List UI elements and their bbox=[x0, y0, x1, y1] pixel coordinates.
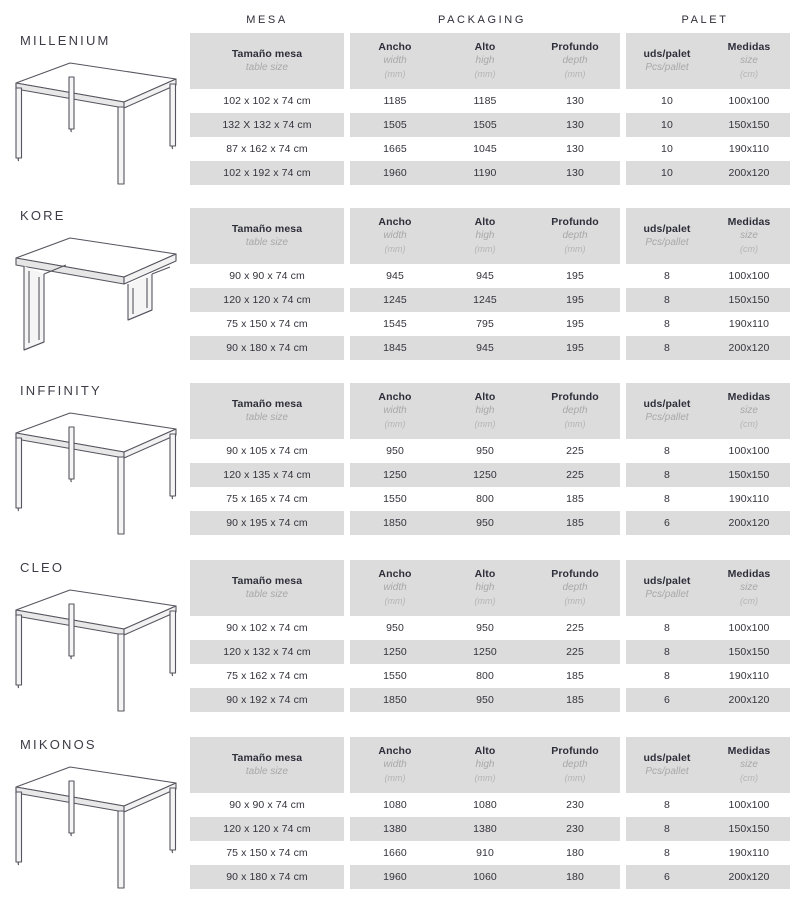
col-header-label-en: table size bbox=[245, 237, 289, 248]
table-row bbox=[190, 487, 790, 511]
col-header-unit: (mm) bbox=[474, 773, 496, 783]
cell-packaging-depth: 195 bbox=[530, 312, 620, 336]
col-header-label-en: high bbox=[475, 55, 495, 66]
cell-packaging-width: 1550 bbox=[350, 487, 440, 511]
table-loop-legs-icon bbox=[8, 230, 183, 360]
col-header-units-per-pallet bbox=[626, 383, 708, 439]
col-header-label-en: high bbox=[475, 759, 495, 770]
col-header-label-es: Alto bbox=[474, 568, 496, 580]
spec-header-row bbox=[190, 383, 790, 439]
cell-units-per-pallet: 8 bbox=[626, 640, 708, 664]
cell-units-per-pallet: 8 bbox=[626, 439, 708, 463]
col-header-label-es: Alto bbox=[474, 391, 496, 403]
cell-packaging-width: 1545 bbox=[350, 312, 440, 336]
group-label-palet: PALET bbox=[681, 14, 729, 26]
table-row bbox=[190, 336, 790, 360]
cell-units-per-pallet: 8 bbox=[626, 312, 708, 336]
table-row bbox=[190, 841, 790, 865]
col-header-units-per-pallet bbox=[626, 560, 708, 616]
col-header-packaging-high bbox=[440, 208, 530, 264]
col-header-label-en: size bbox=[740, 405, 758, 416]
cell-pallet-measures: 100x100 bbox=[708, 89, 790, 113]
col-header-unit: (mm) bbox=[564, 69, 586, 79]
cell-packaging-high: 1060 bbox=[440, 865, 530, 889]
col-header-label-en: high bbox=[475, 405, 495, 416]
col-header-unit: (cm) bbox=[740, 419, 758, 429]
cell-pallet-measures: 100x100 bbox=[708, 264, 790, 288]
cell-packaging-width: 1660 bbox=[350, 841, 440, 865]
cell-units-per-pallet: 10 bbox=[626, 89, 708, 113]
col-header-label-en: high bbox=[475, 230, 495, 241]
cell-units-per-pallet: 8 bbox=[626, 793, 708, 817]
cell-table-size: 102 x 192 x 74 cm bbox=[190, 161, 344, 185]
col-header-packaging-depth bbox=[530, 737, 620, 793]
col-header-label-es: Alto bbox=[474, 745, 496, 757]
col-header-unit: (mm) bbox=[384, 419, 406, 429]
cell-packaging-width: 1505 bbox=[350, 113, 440, 137]
spec-header-row bbox=[190, 560, 790, 616]
col-header-packaging-width bbox=[350, 383, 440, 439]
cell-pallet-measures: 200x120 bbox=[708, 336, 790, 360]
col-header-label-es: Profundo bbox=[551, 41, 599, 53]
table-row bbox=[190, 616, 790, 640]
col-header-units-per-pallet bbox=[626, 33, 708, 89]
col-header-units-per-pallet bbox=[626, 737, 708, 793]
cell-units-per-pallet: 8 bbox=[626, 841, 708, 865]
cell-units-per-pallet: 6 bbox=[626, 865, 708, 889]
col-header-unit: (cm) bbox=[740, 773, 758, 783]
cell-packaging-high: 1245 bbox=[440, 288, 530, 312]
table-row bbox=[190, 439, 790, 463]
cell-packaging-high: 1080 bbox=[440, 793, 530, 817]
col-header-label-es: uds/palet bbox=[643, 575, 691, 587]
table-row bbox=[190, 793, 790, 817]
col-header-unit: (mm) bbox=[474, 596, 496, 606]
col-header-label-es: Ancho bbox=[378, 745, 412, 757]
table-row bbox=[190, 161, 790, 185]
cell-packaging-high: 800 bbox=[440, 664, 530, 688]
cell-table-size: 120 x 135 x 74 cm bbox=[190, 463, 344, 487]
product-name: MILLENIUM bbox=[20, 33, 111, 48]
col-header-label-en: size bbox=[740, 55, 758, 66]
cell-table-size: 132 X 132 x 74 cm bbox=[190, 113, 344, 137]
cell-packaging-high: 795 bbox=[440, 312, 530, 336]
col-header-unit: (mm) bbox=[384, 69, 406, 79]
spec-table bbox=[190, 33, 790, 185]
cell-packaging-high: 950 bbox=[440, 688, 530, 712]
cell-table-size: 90 x 192 x 74 cm bbox=[190, 688, 344, 712]
col-header-label-en: width bbox=[383, 582, 407, 593]
spec-header-row bbox=[190, 737, 790, 793]
cell-packaging-width: 1665 bbox=[350, 137, 440, 161]
cell-units-per-pallet: 6 bbox=[626, 688, 708, 712]
cell-table-size: 75 x 150 x 74 cm bbox=[190, 841, 344, 865]
cell-units-per-pallet: 8 bbox=[626, 487, 708, 511]
cell-pallet-measures: 190x110 bbox=[708, 664, 790, 688]
table-row bbox=[190, 89, 790, 113]
table-row bbox=[190, 664, 790, 688]
product-illustration bbox=[8, 582, 183, 712]
cell-pallet-measures: 150x150 bbox=[708, 288, 790, 312]
cell-pallet-measures: 100x100 bbox=[708, 616, 790, 640]
cell-packaging-depth: 180 bbox=[530, 865, 620, 889]
product-name: MIKONOS bbox=[20, 737, 97, 752]
cell-table-size: 90 x 105 x 74 cm bbox=[190, 439, 344, 463]
col-header-table-size bbox=[190, 208, 344, 264]
col-header-label-es: Tamaño mesa bbox=[231, 48, 303, 60]
col-header-packaging-width bbox=[350, 737, 440, 793]
col-header-packaging-high bbox=[440, 737, 530, 793]
cell-units-per-pallet: 8 bbox=[626, 616, 708, 640]
cell-units-per-pallet: 8 bbox=[626, 264, 708, 288]
table-four-legs-icon bbox=[8, 759, 183, 889]
cell-pallet-measures: 200x120 bbox=[708, 865, 790, 889]
table-row bbox=[190, 817, 790, 841]
col-header-unit: (mm) bbox=[474, 419, 496, 429]
col-header-label-es: Medidas bbox=[727, 391, 771, 403]
col-header-label-en: Pcs/pallet bbox=[645, 766, 689, 777]
col-header-unit: (mm) bbox=[564, 244, 586, 254]
cell-packaging-high: 950 bbox=[440, 511, 530, 535]
product-name: CLEO bbox=[20, 560, 65, 575]
cell-packaging-depth: 130 bbox=[530, 137, 620, 161]
col-header-unit: (mm) bbox=[564, 773, 586, 783]
spec-table bbox=[190, 737, 790, 889]
col-header-pallet-measures bbox=[708, 560, 790, 616]
col-header-unit: (mm) bbox=[384, 244, 406, 254]
col-header-label-es: Alto bbox=[474, 216, 496, 228]
col-header-label-es: Tamaño mesa bbox=[231, 752, 303, 764]
col-header-label-en: width bbox=[383, 55, 407, 66]
col-header-label-en: Pcs/pallet bbox=[645, 237, 689, 248]
cell-packaging-width: 1550 bbox=[350, 664, 440, 688]
col-header-label-es: Ancho bbox=[378, 41, 412, 53]
cell-pallet-measures: 190x110 bbox=[708, 312, 790, 336]
cell-packaging-high: 945 bbox=[440, 336, 530, 360]
product-illustration bbox=[8, 230, 183, 360]
cell-packaging-depth: 225 bbox=[530, 463, 620, 487]
product-name: INFFINITY bbox=[20, 383, 102, 398]
table-row bbox=[190, 312, 790, 336]
cell-packaging-high: 1190 bbox=[440, 161, 530, 185]
cell-packaging-high: 1185 bbox=[440, 89, 530, 113]
col-header-units-per-pallet bbox=[626, 208, 708, 264]
cell-units-per-pallet: 10 bbox=[626, 113, 708, 137]
table-four-legs-icon bbox=[8, 55, 183, 185]
cell-table-size: 120 x 120 x 74 cm bbox=[190, 817, 344, 841]
cell-packaging-width: 1960 bbox=[350, 161, 440, 185]
col-header-packaging-depth bbox=[530, 208, 620, 264]
cell-units-per-pallet: 10 bbox=[626, 161, 708, 185]
cell-table-size: 75 x 162 x 74 cm bbox=[190, 664, 344, 688]
cell-packaging-high: 1380 bbox=[440, 817, 530, 841]
col-header-pallet-measures bbox=[708, 737, 790, 793]
cell-pallet-measures: 200x120 bbox=[708, 161, 790, 185]
cell-packaging-depth: 230 bbox=[530, 817, 620, 841]
col-header-label-en: depth bbox=[562, 55, 588, 66]
table-row bbox=[190, 511, 790, 535]
cell-table-size: 90 x 102 x 74 cm bbox=[190, 616, 344, 640]
col-header-label-en: size bbox=[740, 230, 758, 241]
cell-packaging-depth: 130 bbox=[530, 89, 620, 113]
col-header-unit: (mm) bbox=[384, 596, 406, 606]
cell-packaging-width: 1080 bbox=[350, 793, 440, 817]
cell-pallet-measures: 200x120 bbox=[708, 511, 790, 535]
cell-packaging-width: 1185 bbox=[350, 89, 440, 113]
col-header-label-en: table size bbox=[245, 412, 289, 423]
cell-packaging-depth: 225 bbox=[530, 439, 620, 463]
col-header-table-size bbox=[190, 737, 344, 793]
product-illustration bbox=[8, 55, 183, 185]
col-header-packaging-high bbox=[440, 383, 530, 439]
cell-packaging-width: 1850 bbox=[350, 511, 440, 535]
col-header-label-es: Profundo bbox=[551, 216, 599, 228]
col-header-label-en: Pcs/pallet bbox=[645, 62, 689, 73]
col-header-label-es: Profundo bbox=[551, 568, 599, 580]
cell-packaging-width: 1845 bbox=[350, 336, 440, 360]
cell-table-size: 90 x 180 x 74 cm bbox=[190, 865, 344, 889]
col-header-packaging-high bbox=[440, 560, 530, 616]
col-header-unit: (cm) bbox=[740, 244, 758, 254]
col-header-table-size bbox=[190, 33, 344, 89]
cell-packaging-width: 1250 bbox=[350, 463, 440, 487]
col-header-label-en: width bbox=[383, 405, 407, 416]
cell-packaging-high: 1505 bbox=[440, 113, 530, 137]
spec-table bbox=[190, 208, 790, 360]
col-header-pallet-measures bbox=[708, 383, 790, 439]
spec-header-row bbox=[190, 33, 790, 89]
cell-pallet-measures: 100x100 bbox=[708, 793, 790, 817]
col-header-label-en: size bbox=[740, 759, 758, 770]
cell-units-per-pallet: 10 bbox=[626, 137, 708, 161]
cell-packaging-width: 1380 bbox=[350, 817, 440, 841]
cell-packaging-width: 945 bbox=[350, 264, 440, 288]
col-header-label-es: Medidas bbox=[727, 568, 771, 580]
col-header-label-en: depth bbox=[562, 582, 588, 593]
col-header-label-es: Medidas bbox=[727, 41, 771, 53]
col-header-packaging-width bbox=[350, 33, 440, 89]
cell-packaging-high: 950 bbox=[440, 616, 530, 640]
table-row bbox=[190, 463, 790, 487]
col-header-label-en: Pcs/pallet bbox=[645, 412, 689, 423]
cell-pallet-measures: 150x150 bbox=[708, 463, 790, 487]
cell-packaging-depth: 225 bbox=[530, 616, 620, 640]
cell-packaging-depth: 225 bbox=[530, 640, 620, 664]
product-name: KORE bbox=[20, 208, 66, 223]
cell-table-size: 102 x 102 x 74 cm bbox=[190, 89, 344, 113]
cell-units-per-pallet: 6 bbox=[626, 511, 708, 535]
col-header-label-es: Profundo bbox=[551, 391, 599, 403]
cell-packaging-width: 1245 bbox=[350, 288, 440, 312]
product-illustration bbox=[8, 405, 183, 535]
cell-packaging-depth: 185 bbox=[530, 688, 620, 712]
table-row bbox=[190, 264, 790, 288]
col-header-label-en: high bbox=[475, 582, 495, 593]
table-row bbox=[190, 688, 790, 712]
col-header-label-es: uds/palet bbox=[643, 223, 691, 235]
cell-pallet-measures: 150x150 bbox=[708, 817, 790, 841]
cell-units-per-pallet: 8 bbox=[626, 463, 708, 487]
table-four-legs-icon bbox=[8, 582, 183, 712]
col-header-table-size bbox=[190, 383, 344, 439]
cell-pallet-measures: 200x120 bbox=[708, 688, 790, 712]
cell-packaging-depth: 195 bbox=[530, 264, 620, 288]
cell-packaging-depth: 195 bbox=[530, 288, 620, 312]
cell-table-size: 120 x 120 x 74 cm bbox=[190, 288, 344, 312]
cell-packaging-high: 1250 bbox=[440, 463, 530, 487]
table-row bbox=[190, 640, 790, 664]
col-header-unit: (mm) bbox=[564, 419, 586, 429]
table-row bbox=[190, 288, 790, 312]
cell-packaging-width: 1250 bbox=[350, 640, 440, 664]
cell-pallet-measures: 190x110 bbox=[708, 841, 790, 865]
spec-table bbox=[190, 383, 790, 535]
col-header-label-es: Ancho bbox=[378, 391, 412, 403]
col-header-label-en: depth bbox=[562, 759, 588, 770]
col-header-label-en: Pcs/pallet bbox=[645, 589, 689, 600]
cell-packaging-depth: 195 bbox=[530, 336, 620, 360]
col-header-label-es: Tamaño mesa bbox=[231, 223, 303, 235]
cell-units-per-pallet: 8 bbox=[626, 336, 708, 360]
cell-packaging-depth: 185 bbox=[530, 664, 620, 688]
cell-packaging-high: 945 bbox=[440, 264, 530, 288]
col-header-label-en: width bbox=[383, 230, 407, 241]
cell-packaging-high: 910 bbox=[440, 841, 530, 865]
table-row bbox=[190, 865, 790, 889]
col-header-packaging-depth bbox=[530, 560, 620, 616]
col-header-unit: (mm) bbox=[474, 244, 496, 254]
col-header-label-en: depth bbox=[562, 405, 588, 416]
cell-pallet-measures: 150x150 bbox=[708, 113, 790, 137]
cell-units-per-pallet: 8 bbox=[626, 288, 708, 312]
col-header-label-es: uds/palet bbox=[643, 752, 691, 764]
spec-header-row bbox=[190, 208, 790, 264]
cell-table-size: 90 x 90 x 74 cm bbox=[190, 793, 344, 817]
cell-packaging-width: 950 bbox=[350, 616, 440, 640]
col-header-pallet-measures bbox=[708, 208, 790, 264]
table-row bbox=[190, 113, 790, 137]
cell-table-size: 90 x 195 x 74 cm bbox=[190, 511, 344, 535]
cell-packaging-high: 800 bbox=[440, 487, 530, 511]
col-header-label-en: table size bbox=[245, 589, 289, 600]
cell-packaging-high: 1250 bbox=[440, 640, 530, 664]
cell-table-size: 75 x 150 x 74 cm bbox=[190, 312, 344, 336]
table-row bbox=[190, 137, 790, 161]
col-header-label-es: Medidas bbox=[727, 216, 771, 228]
col-header-label-en: width bbox=[383, 759, 407, 770]
cell-table-size: 90 x 180 x 74 cm bbox=[190, 336, 344, 360]
table-four-legs-icon bbox=[8, 405, 183, 535]
col-header-label-en: table size bbox=[245, 766, 289, 777]
cell-packaging-depth: 130 bbox=[530, 113, 620, 137]
col-header-packaging-depth bbox=[530, 383, 620, 439]
col-header-label-en: size bbox=[740, 582, 758, 593]
cell-packaging-width: 950 bbox=[350, 439, 440, 463]
cell-table-size: 75 x 165 x 74 cm bbox=[190, 487, 344, 511]
spec-table bbox=[190, 560, 790, 712]
col-header-pallet-measures bbox=[708, 33, 790, 89]
col-header-table-size bbox=[190, 560, 344, 616]
col-header-label-es: Tamaño mesa bbox=[231, 575, 303, 587]
cell-packaging-high: 950 bbox=[440, 439, 530, 463]
column-group-header bbox=[190, 8, 790, 32]
col-header-label-en: depth bbox=[562, 230, 588, 241]
cell-packaging-depth: 180 bbox=[530, 841, 620, 865]
col-header-unit: (mm) bbox=[474, 69, 496, 79]
col-header-packaging-high bbox=[440, 33, 530, 89]
col-header-label-es: Medidas bbox=[727, 745, 771, 757]
cell-units-per-pallet: 8 bbox=[626, 817, 708, 841]
group-label-packaging: PACKAGING bbox=[438, 14, 526, 26]
cell-packaging-width: 1850 bbox=[350, 688, 440, 712]
col-header-packaging-width bbox=[350, 208, 440, 264]
cell-table-size: 90 x 90 x 74 cm bbox=[190, 264, 344, 288]
col-header-label-es: Tamaño mesa bbox=[231, 398, 303, 410]
col-header-unit: (cm) bbox=[740, 69, 758, 79]
cell-pallet-measures: 100x100 bbox=[708, 439, 790, 463]
col-header-unit: (mm) bbox=[564, 596, 586, 606]
cell-table-size: 120 x 132 x 74 cm bbox=[190, 640, 344, 664]
col-header-packaging-width bbox=[350, 560, 440, 616]
product-illustration bbox=[8, 759, 183, 889]
cell-packaging-depth: 130 bbox=[530, 161, 620, 185]
col-header-label-en: table size bbox=[245, 62, 289, 73]
col-header-label-es: Profundo bbox=[551, 745, 599, 757]
col-header-label-es: Ancho bbox=[378, 216, 412, 228]
cell-packaging-depth: 185 bbox=[530, 487, 620, 511]
col-header-label-es: Ancho bbox=[378, 568, 412, 580]
cell-pallet-measures: 190x110 bbox=[708, 137, 790, 161]
cell-table-size: 87 x 162 x 74 cm bbox=[190, 137, 344, 161]
col-header-unit: (cm) bbox=[740, 596, 758, 606]
group-label-mesa: MESA bbox=[246, 14, 288, 26]
cell-pallet-measures: 150x150 bbox=[708, 640, 790, 664]
cell-packaging-depth: 185 bbox=[530, 511, 620, 535]
cell-pallet-measures: 190x110 bbox=[708, 487, 790, 511]
col-header-label-es: uds/palet bbox=[643, 48, 691, 60]
col-header-packaging-depth bbox=[530, 33, 620, 89]
cell-units-per-pallet: 8 bbox=[626, 664, 708, 688]
cell-packaging-width: 1960 bbox=[350, 865, 440, 889]
cell-packaging-high: 1045 bbox=[440, 137, 530, 161]
col-header-label-es: uds/palet bbox=[643, 398, 691, 410]
col-header-unit: (mm) bbox=[384, 773, 406, 783]
cell-packaging-depth: 230 bbox=[530, 793, 620, 817]
col-header-label-es: Alto bbox=[474, 41, 496, 53]
